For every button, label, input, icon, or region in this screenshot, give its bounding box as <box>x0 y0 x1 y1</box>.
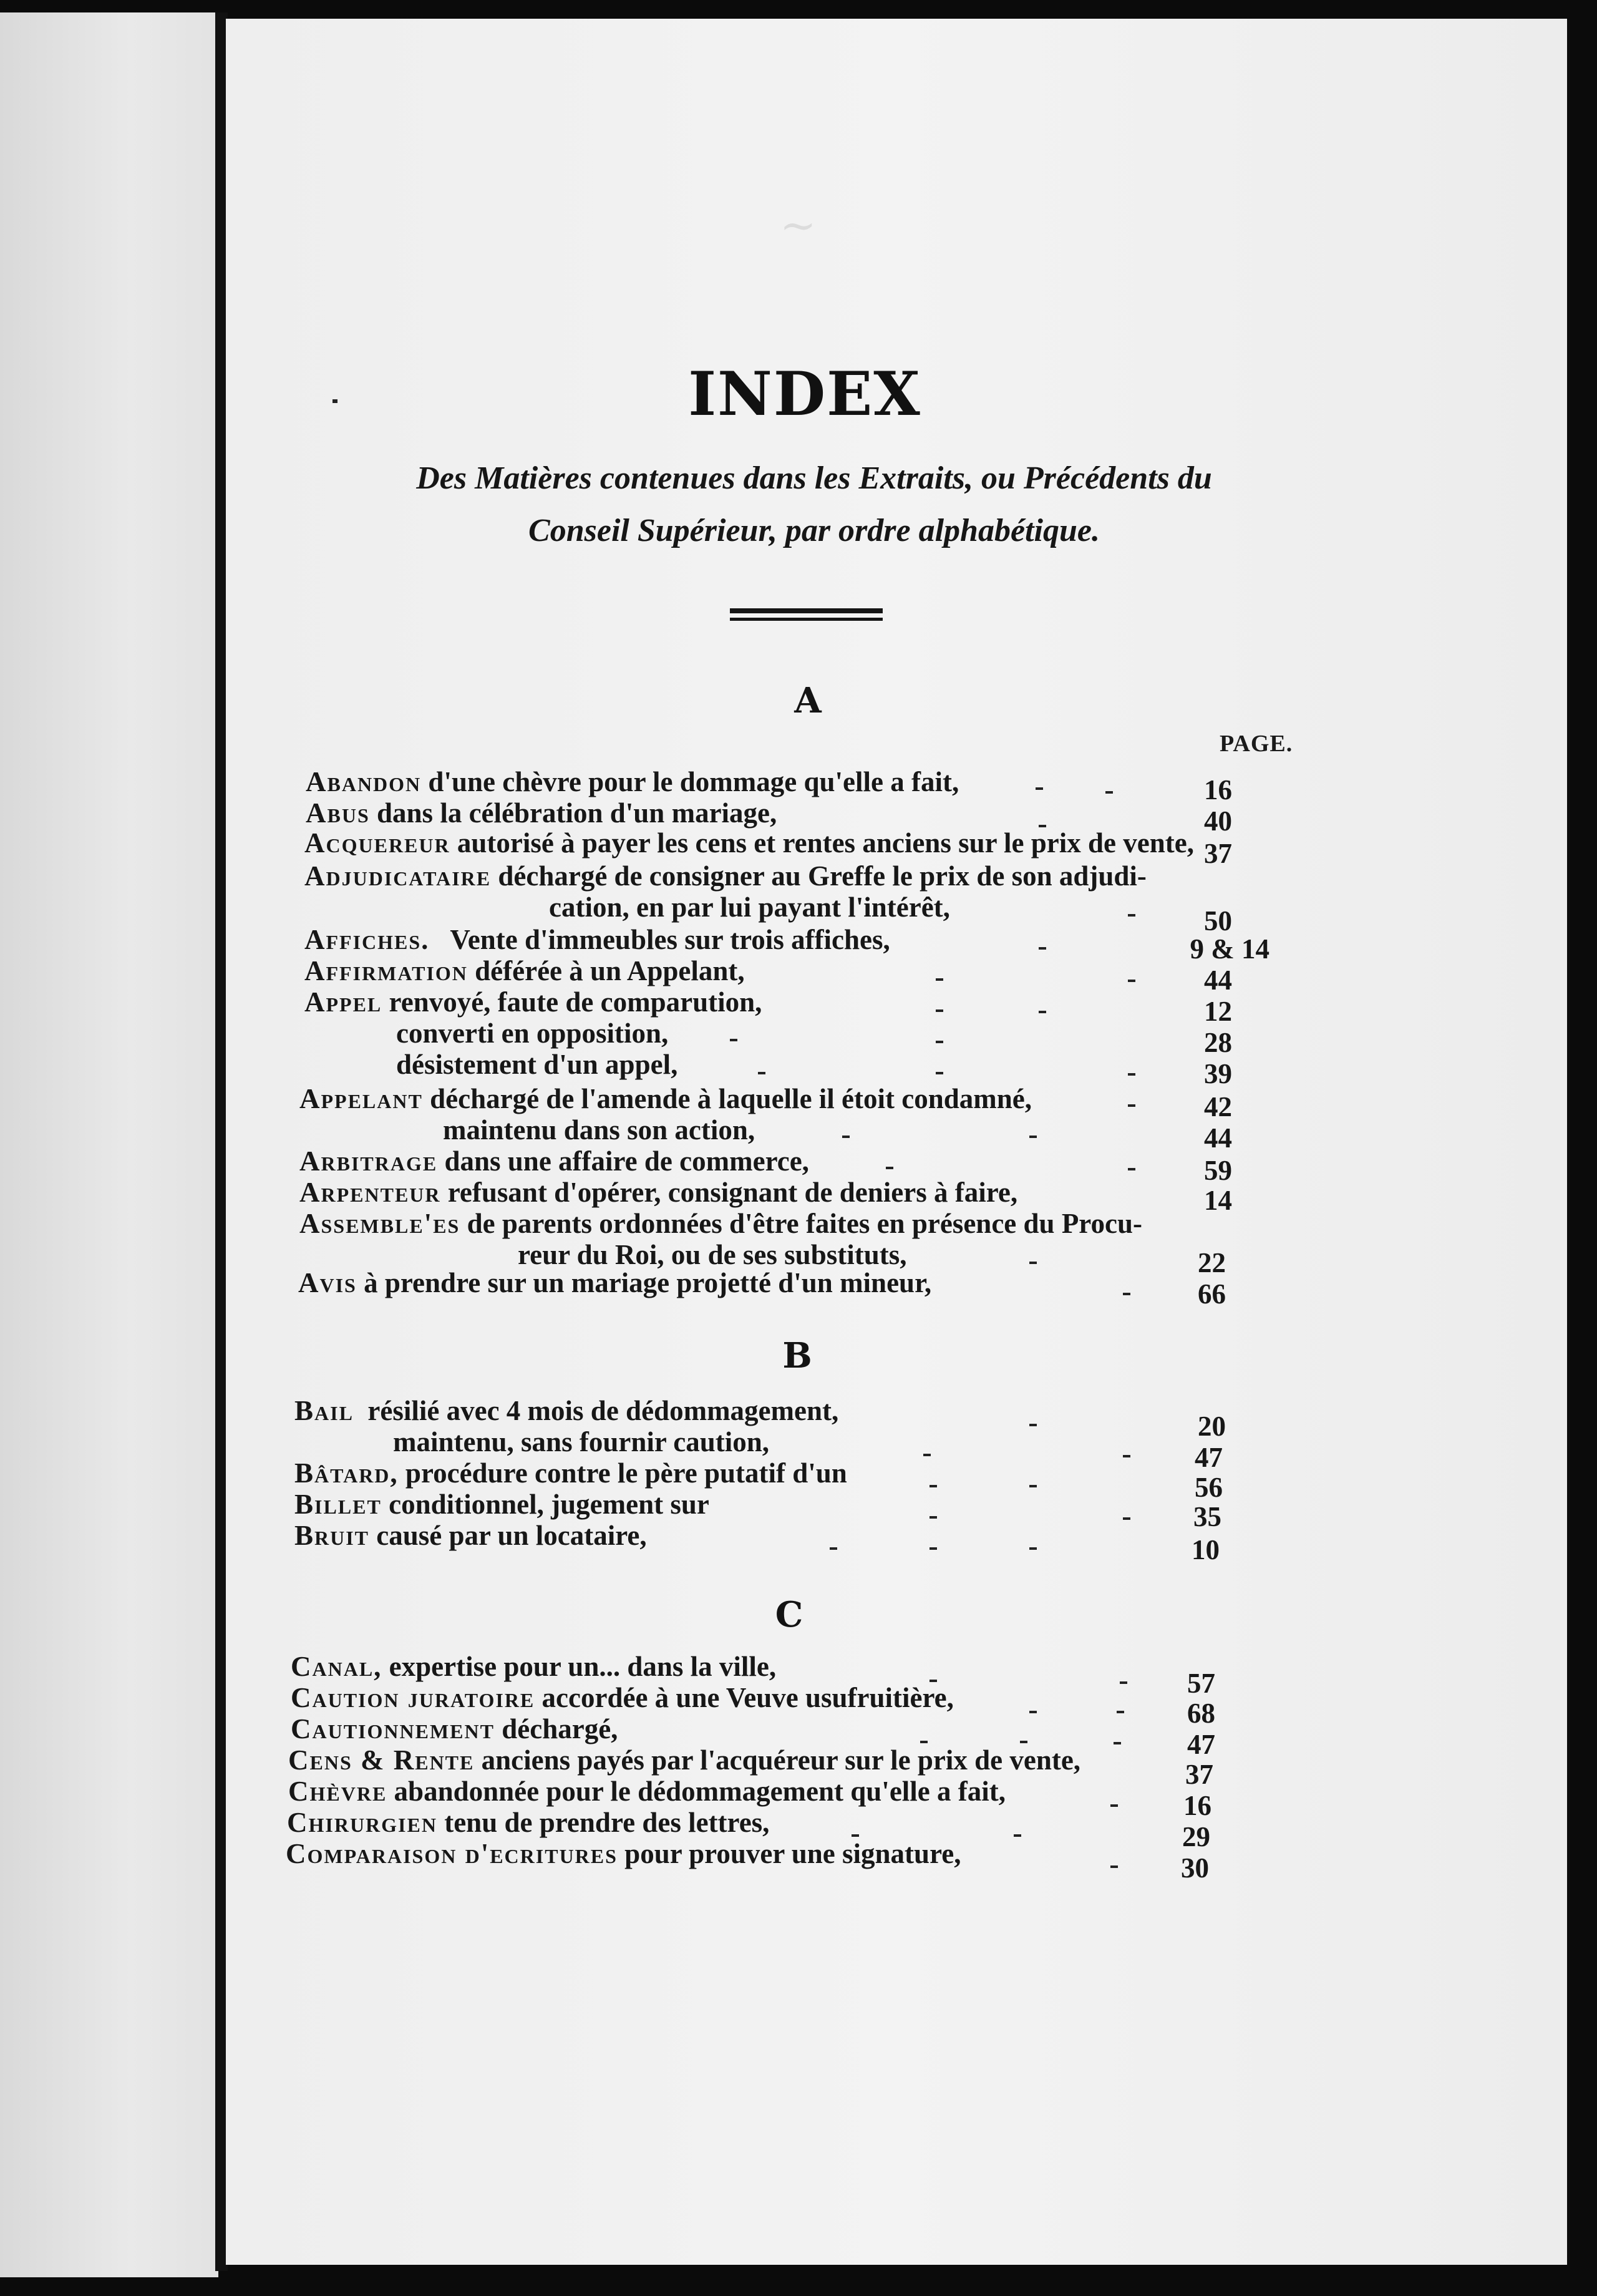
leader-dash <box>730 1039 737 1041</box>
index-entry <box>396 1017 668 1049</box>
entry-page: 16 <box>1183 1790 1211 1821</box>
entry-page: 44 <box>1204 1122 1232 1154</box>
leader-dash <box>1029 1136 1037 1138</box>
entry-text: expertise pour un... dans la ville, <box>389 1651 777 1682</box>
entry-text: accordée à une Veuve usufruitière, <box>541 1682 954 1713</box>
leader-dash <box>830 1547 837 1550</box>
leader-dash <box>1105 791 1113 794</box>
index-entry <box>396 1048 677 1081</box>
entry-head: Abus <box>306 797 370 829</box>
section-letter-a: A <box>794 680 822 721</box>
entry-text: à prendre sur un mariage projetté d'un mineur, <box>364 1267 932 1298</box>
entry-head: Canal, <box>291 1651 382 1682</box>
index-entry <box>294 1457 847 1489</box>
section-letter-b: B <box>782 1335 812 1376</box>
page-title: INDEX <box>688 359 921 429</box>
leader-dash <box>1029 1485 1037 1487</box>
entry-page: 14 <box>1204 1185 1232 1216</box>
leader-dash <box>1029 1547 1037 1550</box>
entry-head: Chèvre <box>288 1776 387 1807</box>
index-entry <box>294 1488 709 1520</box>
index-entry <box>393 1426 769 1458</box>
entry-text: refusant d'opérer, consignant de deniers à faire, <box>447 1177 1018 1208</box>
leader-dash <box>1039 947 1046 950</box>
entry-head: Billet <box>294 1489 382 1520</box>
leader-dash <box>852 1834 859 1837</box>
entry-page: 68 <box>1187 1698 1215 1729</box>
entry-head: Appelant <box>299 1083 423 1114</box>
index-entry <box>306 766 959 798</box>
leader-dash <box>1120 1681 1127 1684</box>
index-entry <box>291 1681 954 1714</box>
entry-text: causé par un locataire, <box>376 1520 647 1551</box>
index-entry <box>443 1114 755 1146</box>
leader-dash <box>936 1041 943 1043</box>
entry-page: 66 <box>1198 1278 1226 1310</box>
leader-dash <box>1039 1011 1046 1013</box>
ink-speck <box>333 399 337 403</box>
entry-text: abandonnée pour le dédommagement qu'elle a fait, <box>394 1776 1006 1807</box>
index-entry <box>294 1394 838 1427</box>
entry-page: 57 <box>1187 1668 1215 1699</box>
leader-dash <box>1123 1455 1130 1457</box>
index-entry <box>304 923 890 956</box>
entry-head: Bail <box>294 1395 354 1426</box>
index-entry <box>299 1145 809 1177</box>
index-entry <box>291 1713 618 1745</box>
leader-dash <box>1128 1104 1135 1107</box>
entry-text: déchargé de l'amende à laquelle il étoit condamné, <box>430 1083 1032 1114</box>
index-entry <box>306 797 777 829</box>
entry-head: Affiches. <box>304 924 430 955</box>
entry-page: 12 <box>1204 996 1232 1027</box>
entry-text: pour prouver une signature, <box>624 1838 961 1869</box>
index-entry <box>299 1082 1032 1115</box>
entry-text: converti en opposition, <box>396 1018 669 1049</box>
entry-text: conditionnel, jugement sur <box>389 1489 709 1520</box>
index-entry <box>286 1837 961 1870</box>
entry-page: 20 <box>1198 1411 1226 1442</box>
entry-page: 37 <box>1185 1759 1213 1790</box>
entry-page: 47 <box>1195 1442 1223 1473</box>
index-entry <box>299 1176 1017 1209</box>
leader-dash <box>1020 1741 1027 1743</box>
leader-dash <box>1036 787 1043 790</box>
index-entry <box>304 986 762 1018</box>
leader-dash <box>1123 1517 1130 1520</box>
entry-head: Cens & Rente <box>288 1744 475 1776</box>
leader-dash <box>1110 1865 1118 1868</box>
entry-head: Bruit <box>294 1520 370 1551</box>
entry-text: maintenu dans son action, <box>443 1114 755 1146</box>
leader-dash <box>1128 914 1135 917</box>
entry-text: dans la célébration d'un mariage, <box>377 797 777 829</box>
leader-dash <box>1123 1293 1130 1295</box>
entry-page: 39 <box>1204 1058 1232 1089</box>
entry-head: Comparaison d'ecritures <box>286 1838 618 1869</box>
entry-head: Abandon <box>306 766 422 797</box>
entry-page: 35 <box>1193 1501 1221 1532</box>
index-entry <box>288 1744 1080 1776</box>
entry-head: Bâtard, <box>294 1457 399 1489</box>
entry-page: 56 <box>1195 1472 1223 1503</box>
subtitle-line-1: Des Matières contenues dans les Extraits, ou Précédents du <box>416 460 1212 496</box>
index-entry <box>288 1775 1006 1807</box>
subtitle-line-2: Conseil Supérieur, par ordre alphabétique. <box>528 513 1100 548</box>
entry-page: 47 <box>1187 1729 1215 1760</box>
leader-dash <box>758 1072 765 1074</box>
leader-dash <box>1114 1742 1121 1744</box>
leader-dash <box>920 1741 928 1743</box>
entry-text: dans une affaire de commerce, <box>444 1146 809 1177</box>
index-entry <box>298 1267 931 1299</box>
leader-dash <box>1128 980 1135 982</box>
leader-dash <box>1128 1168 1135 1170</box>
entry-head: Appel <box>304 986 382 1018</box>
leader-dash <box>936 978 943 981</box>
leader-dash <box>1039 825 1046 827</box>
entry-text: de parents ordonnées d'être faites en présence du Procu- <box>467 1208 1142 1239</box>
entry-text: autorisé à payer les cens et rentes anciens sur le prix de vente, <box>457 827 1194 859</box>
entry-page: 50 <box>1204 905 1232 936</box>
entry-page: 40 <box>1204 805 1232 837</box>
index-entry <box>304 955 745 987</box>
index-entry <box>299 1207 1142 1240</box>
leader-dash <box>1029 1262 1037 1264</box>
leader-dash <box>1029 1711 1037 1713</box>
index-entry <box>291 1650 776 1683</box>
facing-page-left <box>0 12 218 2277</box>
entry-text: renvoyé, faute de comparution, <box>389 986 762 1018</box>
leader-dash <box>1014 1834 1021 1837</box>
entry-text: déchargé, <box>502 1713 618 1744</box>
scan-border <box>1567 0 1597 2296</box>
leader-dash <box>930 1485 937 1487</box>
leader-dash <box>930 1547 937 1550</box>
entry-page: 22 <box>1198 1247 1226 1278</box>
entry-text: résilié avec 4 mois de dédommagement, <box>367 1395 839 1426</box>
entry-text: cation, en par lui payant l'intérêt, <box>549 892 950 923</box>
leader-dash <box>930 1680 937 1682</box>
title-rule <box>730 608 883 613</box>
entry-text: reur du Roi, ou de ses substituts, <box>518 1239 907 1270</box>
entry-head: Assemble'es <box>299 1208 460 1239</box>
title-rule-thin <box>730 618 883 621</box>
entry-page: 16 <box>1204 774 1232 805</box>
index-entry <box>294 1519 647 1552</box>
entry-text: désistement d'un appel, <box>396 1049 678 1080</box>
leader-dash <box>1117 1711 1124 1713</box>
index-entry <box>549 891 950 923</box>
entry-head: Adjudicataire <box>304 860 492 892</box>
leader-dash <box>923 1454 931 1456</box>
page-subtitle <box>309 452 1319 557</box>
section-letter-c: C <box>775 1594 803 1635</box>
entry-text: procédure contre le père putatif d'un <box>405 1457 847 1489</box>
index-entry <box>304 827 1194 859</box>
index-page <box>226 19 1567 2265</box>
entry-page: 59 <box>1204 1155 1232 1186</box>
leader-dash <box>886 1167 893 1169</box>
entry-page: 42 <box>1204 1091 1232 1122</box>
entry-text: d'une chèvre pour le dommage qu'elle a fait, <box>428 766 959 797</box>
leader-dash <box>936 1072 943 1074</box>
entry-page: 9 & 14 <box>1190 933 1269 965</box>
entry-page: 29 <box>1182 1821 1210 1852</box>
entry-text: Vente d'immeubles sur trois affiches, <box>450 924 890 955</box>
leader-dash <box>842 1136 850 1138</box>
leader-dash <box>1029 1424 1037 1426</box>
entry-page: 30 <box>1181 1852 1209 1884</box>
leader-dash <box>1110 1804 1118 1807</box>
index-entry <box>287 1806 769 1839</box>
entry-page: 37 <box>1204 838 1232 869</box>
entry-page: 10 <box>1192 1534 1220 1565</box>
bleed-through: ~ <box>780 200 817 251</box>
entry-head: Affirmation <box>304 955 468 986</box>
entry-head: Arbitrage <box>299 1146 438 1177</box>
entry-head: Avis <box>298 1267 357 1298</box>
entry-text: anciens payés par l'acquéreur sur le prix de vente, <box>481 1744 1081 1776</box>
entry-text: tenu de prendre des lettres, <box>444 1807 770 1838</box>
entry-head: Cautionnement <box>291 1713 495 1744</box>
entry-head: Arpenteur <box>299 1177 441 1208</box>
entry-head: Chirurgien <box>287 1807 437 1838</box>
entry-text: déférée à un Appelant, <box>475 955 745 986</box>
page-column-header: PAGE. <box>1220 731 1293 757</box>
entry-page: 44 <box>1204 965 1232 996</box>
entry-page: 28 <box>1204 1027 1232 1058</box>
leader-dash <box>1128 1073 1135 1076</box>
leader-dash <box>930 1516 937 1519</box>
entry-head: Caution juratoire <box>291 1682 535 1713</box>
entry-text: maintenu, sans fournir caution, <box>393 1426 770 1457</box>
entry-head: Acquereur <box>304 827 450 859</box>
leader-dash <box>936 1009 943 1012</box>
entry-text: déchargé de consigner au Greffe le prix de son adjudi- <box>498 860 1147 892</box>
index-entry <box>304 860 1147 892</box>
